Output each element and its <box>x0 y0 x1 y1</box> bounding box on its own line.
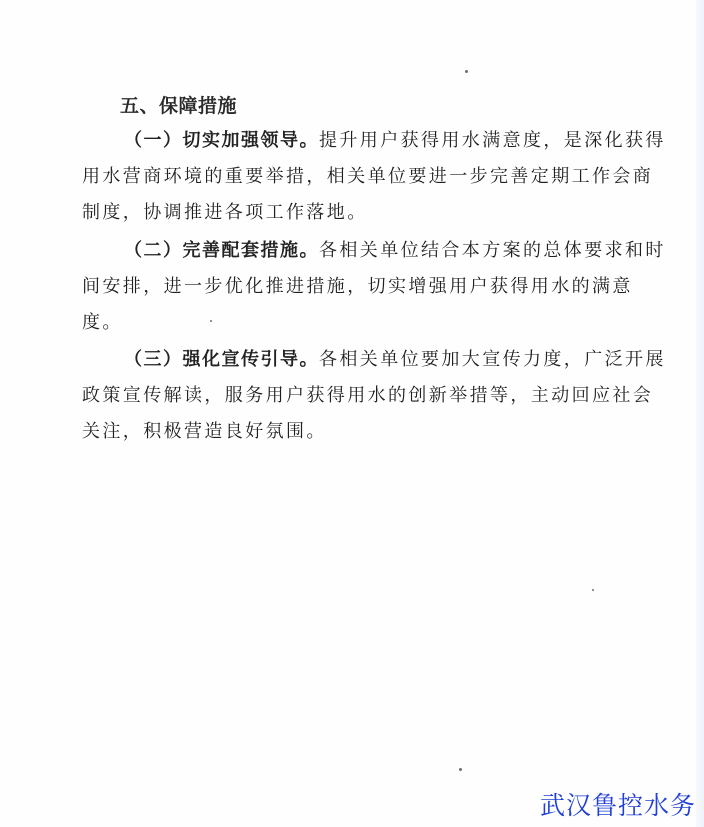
paragraph-2-lead: （二）完善配套措施。 <box>124 240 319 261</box>
paragraph-3-body: 各相关单位要加大宣传力度，广泛开展政策宣传解读，服务用户获得用水的创新举措等，主动回应社会关注，积极营造良好氛围。 <box>82 349 666 442</box>
paragraph-2-body: 各相关单位结合本方案的总体要求和时间安排，进一步优化推进措施，切实增强用户获得用水的满意度。 <box>82 240 666 333</box>
paragraph-2 <box>82 233 667 341</box>
scan-speck <box>465 70 468 73</box>
paragraph-1 <box>82 123 667 231</box>
paragraph-1-lead: （一）切实加强领导。 <box>124 130 319 151</box>
paragraph-3 <box>82 342 667 450</box>
scan-speck <box>592 589 594 591</box>
paragraph-3-lead: （三）强化宣传引导。 <box>124 349 319 370</box>
watermark-text: 武汉鲁控水务 <box>539 791 696 820</box>
paragraph-1-body: 提升用户获得用水满意度，是深化获得用水营商环境的重要举措，相关单位要进一步完善定期工作会商制度，协调推进各项工作落地。 <box>82 130 666 223</box>
section-title: 五、保障措施 <box>120 95 238 117</box>
page-edge <box>696 0 704 827</box>
scan-speck <box>459 768 462 771</box>
